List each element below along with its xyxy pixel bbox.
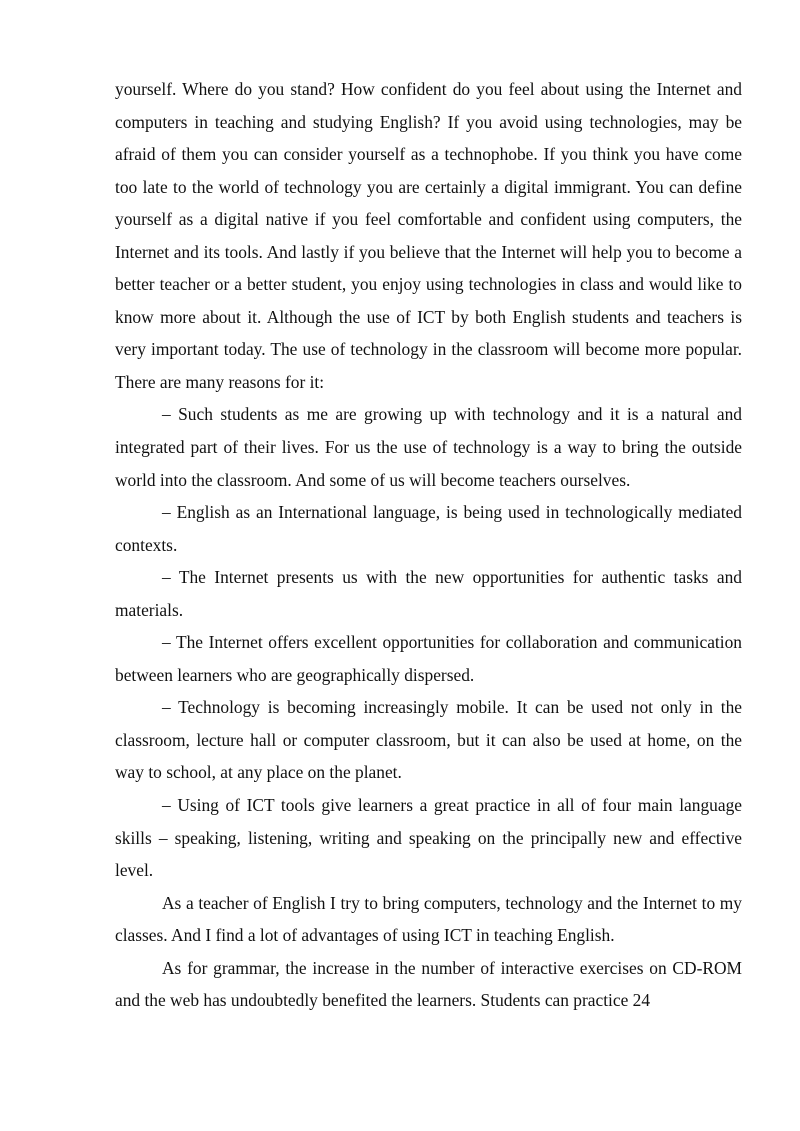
list-item-mobile: – Technology is becoming increasingly mobile. It can be used not only in the classroom, lecture hall or computer classroom, but it can also be used at home, on the way to school, at any place on the planet. (115, 697, 742, 783)
paragraph-teacher: As a teacher of English I try to bring computers, technology and the Internet to my classes. And I find a lot of advantages of using ICT in teaching English. (115, 892, 742, 946)
list-item-collaboration: – The Internet offers excellent opportunities for collaboration and communication between learners who are geographically dispersed. (115, 632, 742, 685)
paragraph-intro: yourself. Where do you stand? How confident do you feel about using the Internet and computers in teaching and studying English? If you avoid using technologies, may be afraid of them you can consider yourself as a technophobe. If you think you have come too late to the world of technology you are certainly a digital immigrant. You can define yourself as a digital native if you feel comfortable and confident using computers, the Internet and its tools. And lastly if you believe that the Internet will help you to become a better teacher or a better student, you enjoy using technologies in class and would like to know more about it. Although the use of ICT by both English students and teachers is very important today. The use of technology in the classroom will become more popular. There are many reasons for it: (115, 79, 742, 392)
list-item-english-international: – English as an International language, is being used in technologically mediated contexts. (115, 502, 742, 555)
list-item-technology-natural: – Such students as me are growing up with technology and it is a natural and integrated part of their lives. For us the use of technology is a way to bring the outside world into the classroom. And some of us will become teachers ourselves. (115, 404, 742, 490)
paragraph-grammar: As for grammar, the increase in the number of interactive exercises on CD-ROM and the web has undoubtedly benefited the learners. Students can practice 24 (115, 957, 742, 1011)
list-item-language-skills: – Using of ICT tools give learners a great practice in all of four main language skills – speaking, listening, writing and speaking on the principally new and effective level. (115, 795, 742, 881)
document-page (115, 73, 742, 1017)
list-item-authentic-tasks: – The Internet presents us with the new opportunities for authentic tasks and materials. (115, 567, 742, 620)
